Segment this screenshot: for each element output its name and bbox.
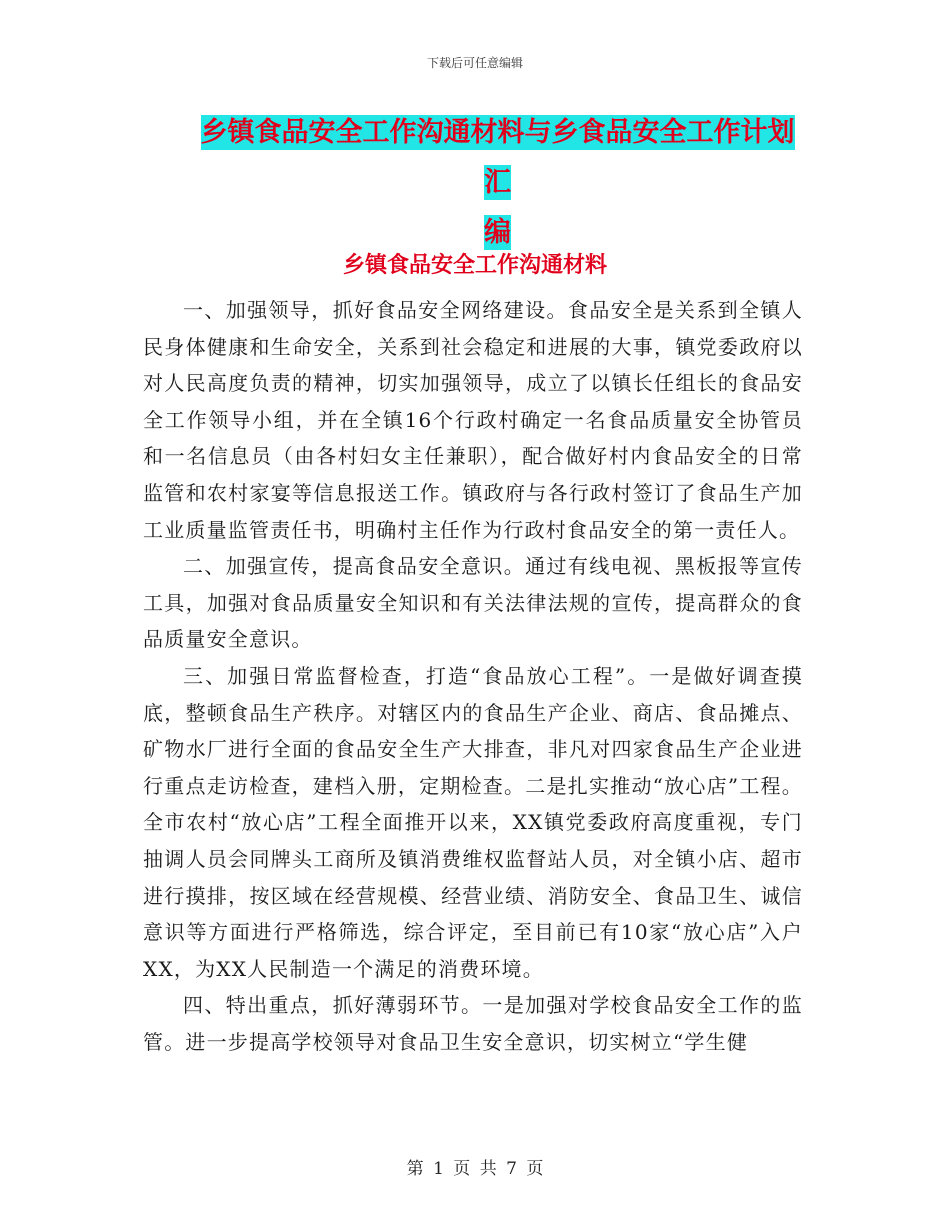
section-title: 乡镇食品安全工作沟通材料 xyxy=(342,253,607,278)
page-footer: 第 1 页 共 7 页 xyxy=(406,1159,544,1179)
document-title-line-1: 乡镇食品安全工作沟通材料与乡食品安全工作计划汇 xyxy=(200,117,795,198)
body-text xyxy=(143,292,803,1060)
header-note: 下载后可任意编辑 xyxy=(426,56,523,70)
paragraph: 四、特出重点，抓好薄弱环节。一是加强对学校食品安全工作的监管。进一步提高学校领导对食品卫生安全意识，切实树立“学生健 xyxy=(143,993,803,1054)
document-title-line-2: 编 xyxy=(484,217,511,248)
paragraph: 二、加强宣传，提高食品安全意识。通过有线电视、黑板报等宣传工具，加强对食品质量安全知识和有关法律法规的宣传，提高群众的食品质量安全意识。 xyxy=(143,554,803,652)
paragraph: 一、加强领导，抓好食品安全网络建设。食品安全是关系到全镇人民身体健康和生命安全，关系到社会稳定和进展的大事，镇党委政府以对人民高度负责的精神，切实加强领导，成立了以镇长任组长的食品安全工作领导小组，并在全镇16个行政村确定一名食品质量安全协管员和一名信息员（由各村妇女主任兼职），配合做好村内食品安全的日常监管和农村家宴等信息报送工作。镇政府与各行政村签订了食品生产加工业质量监管责任书，明确村主任作为行政村食品安全的第一责任人。 xyxy=(143,298,803,542)
document-title xyxy=(190,108,805,258)
paragraph: 三、加强日常监督检查，打造“食品放心工程”。一是做好调查摸底，整顿食品生产秩序。对辖区内的食品生产企业、商店、食品摊点、矿物水厂进行全面的食品安全生产大排查，非凡对四家食品生产企业进行重点走访检查，建档入册，定期检查。二是扎实推动“放心店”工程。全市农村“放心店”工程全面推开以来，XX镇党委政府高度重视，专门抽调人员会同牌头工商所及镇消费维权监督站人员，对全镇小店、超市进行摸排，按区域在经营规模、经营业绩、消防安全、食品卫生、诚信意识等方面进行严格筛选，综合评定，至目前已有10家“放心店”入户XX，为XX人民制造一个满足的消费环境。 xyxy=(143,663,803,981)
